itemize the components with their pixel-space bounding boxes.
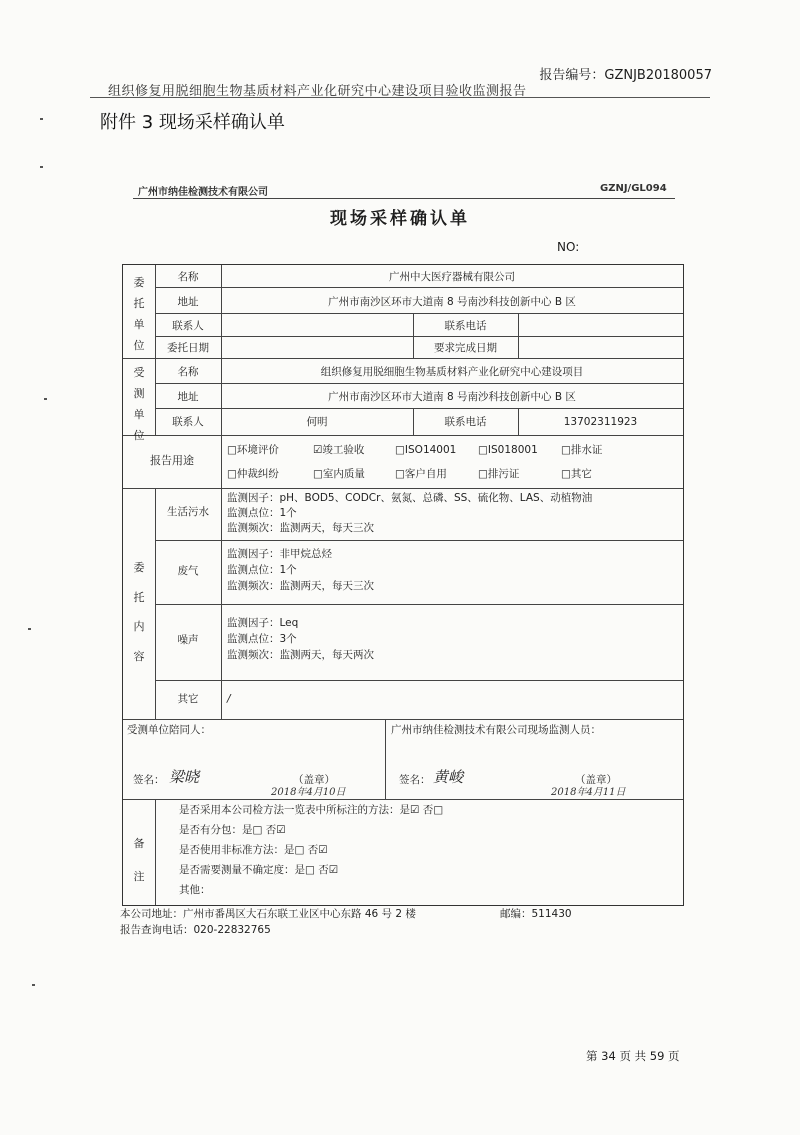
row-divider bbox=[155, 540, 683, 541]
client-section-label: 委托单位 bbox=[133, 276, 145, 352]
report-use-option: □环境评价 bbox=[227, 444, 279, 456]
row-divider bbox=[155, 680, 683, 681]
monitoring-staff-label: 广州市纳佳检测技术有限公司现场监测人员： bbox=[391, 724, 601, 736]
row-divider bbox=[155, 313, 683, 314]
tested-address-value: 广州市南沙区环市大道南 8 号南沙科技创新中心 B 区 bbox=[328, 391, 576, 403]
report-inquiry-phone: 报告查询电话：020-22832765 bbox=[120, 924, 271, 936]
item-other-label: 其它 bbox=[177, 693, 199, 705]
row-divider bbox=[123, 488, 683, 489]
company-postcode: 邮编：511430 bbox=[500, 908, 572, 920]
client-phone-label: 联系电话 bbox=[444, 320, 487, 332]
tested-phone-label: 联系电话 bbox=[444, 416, 487, 428]
item-wastewater-points: 监测点位：1个 bbox=[227, 507, 297, 519]
left-seal-label: （盖章） bbox=[293, 774, 335, 786]
tested-contact-label: 联系人 bbox=[172, 416, 204, 428]
client-due-label: 要求完成日期 bbox=[434, 342, 497, 354]
project-title: 组织修复用脱细胞生物基质材料产业化研究中心建设项目验收监测报告 bbox=[108, 84, 527, 99]
item-noise-points: 监测点位：3个 bbox=[227, 633, 297, 645]
company-address: 本公司地址：广州市番禺区大石东联工业区中心东路 46 号 2 楼 bbox=[120, 908, 416, 920]
right-sign-label: 签名： bbox=[399, 774, 431, 786]
column-divider bbox=[385, 719, 386, 799]
column-divider bbox=[518, 313, 519, 358]
item-wastewater-factors: 监测因子：pH、BOD5、CODCr、氨氮、总磷、SS、硫化物、LAS、动植物油 bbox=[227, 492, 593, 504]
item-exhaust-label: 废气 bbox=[177, 565, 199, 577]
form-number-label: NO: bbox=[557, 240, 580, 254]
item-noise-label: 噪声 bbox=[177, 634, 199, 646]
report-use-option: □ISO14001 bbox=[395, 444, 457, 456]
right-signature: 黄峻 bbox=[433, 768, 464, 786]
left-signature: 梁晓 bbox=[169, 768, 200, 786]
client-address-label: 地址 bbox=[177, 296, 199, 308]
report-use-option: □排水证 bbox=[561, 444, 603, 456]
report-number: 报告编号：GZNJB20180057 bbox=[539, 68, 712, 83]
commission-section-label: 委托内容 bbox=[133, 561, 145, 664]
row-divider bbox=[123, 435, 683, 436]
column-divider bbox=[221, 488, 222, 719]
client-name-label: 名称 bbox=[177, 271, 199, 283]
sampling-form-table bbox=[122, 264, 684, 906]
tested-contact-value: 何明 bbox=[306, 416, 328, 428]
item-exhaust-points: 监测点位：1个 bbox=[227, 564, 297, 576]
report-use-option: ☑竣工验收 bbox=[313, 444, 365, 456]
item-exhaust-factors: 监测因子：非甲烷总烃 bbox=[227, 548, 332, 560]
row-divider bbox=[123, 358, 683, 359]
report-use-option: □排污证 bbox=[478, 468, 520, 480]
tested-name-label: 名称 bbox=[177, 366, 199, 378]
attachment-title: 附件 3 现场采样确认单 bbox=[100, 112, 285, 133]
form-title: 现场采样确认单 bbox=[330, 209, 470, 229]
remark-other: 其他： bbox=[179, 884, 211, 896]
issuing-company: 广州市纳佳检测技术有限公司 bbox=[138, 187, 268, 198]
row-divider bbox=[155, 336, 683, 337]
report-use-option: □IS018001 bbox=[478, 444, 538, 456]
header-divider bbox=[90, 97, 710, 98]
remark-method-question: 是否采用本公司检方法一览表中所标注的方法：是☑ 否□ bbox=[179, 804, 444, 816]
scan-speck bbox=[28, 628, 31, 630]
row-divider bbox=[155, 604, 683, 605]
tested-unit-escort-label: 受测单位陪同人： bbox=[127, 724, 211, 736]
left-sign-label: 签名： bbox=[133, 774, 165, 786]
item-exhaust-frequency: 监测频次：监测两天，每天三次 bbox=[227, 580, 374, 592]
form-top-divider bbox=[133, 198, 675, 199]
row-divider bbox=[155, 383, 683, 384]
remarks-section-label: 备注 bbox=[133, 837, 145, 883]
right-seal-label: （盖章） bbox=[575, 774, 617, 786]
right-date: 2018年4月11日 bbox=[551, 787, 626, 798]
item-other-factors: / bbox=[227, 693, 231, 705]
client-name-value: 广州中大医疗器械有限公司 bbox=[389, 271, 515, 283]
row-divider bbox=[155, 408, 683, 409]
form-code: GZNJ/GL094 bbox=[600, 183, 667, 194]
report-use-option: □仲裁纠纷 bbox=[227, 468, 279, 480]
client-address-value: 广州市南沙区环市大道南 8 号南沙科技创新中心 B 区 bbox=[328, 296, 576, 308]
item-wastewater-label: 生活污水 bbox=[167, 506, 209, 518]
row-divider bbox=[155, 287, 683, 288]
column-divider bbox=[155, 799, 156, 905]
row-divider bbox=[123, 719, 683, 720]
left-date: 2018年4月10日 bbox=[271, 787, 346, 798]
tested-address-label: 地址 bbox=[177, 391, 199, 403]
scan-speck bbox=[44, 398, 47, 400]
report-use-label: 报告用途 bbox=[150, 454, 194, 467]
client-contact-label: 联系人 bbox=[172, 320, 204, 332]
scan-speck bbox=[40, 118, 43, 120]
client-date-label: 委托日期 bbox=[167, 342, 209, 354]
remark-nonstandard-question: 是否使用非标准方法：是□ 否☑ bbox=[179, 844, 328, 856]
page-number: 第 34 页 共 59 页 bbox=[586, 1049, 680, 1063]
report-use-option: □客户自用 bbox=[395, 468, 447, 480]
tested-phone-value: 13702311923 bbox=[563, 416, 638, 428]
report-use-option: □室内质量 bbox=[313, 468, 365, 480]
item-noise-frequency: 监测频次：监测两天，每天两次 bbox=[227, 649, 374, 661]
column-divider bbox=[155, 488, 156, 719]
item-wastewater-frequency: 监测频次：监测两天，每天三次 bbox=[227, 522, 374, 534]
tested-name-value: 组织修复用脱细胞生物基质材料产业化研究中心建设项目 bbox=[320, 366, 584, 378]
remark-uncertainty-question: 是否需要测量不确定度：是□ 否☑ bbox=[179, 864, 339, 876]
tested-section-label: 受测单位 bbox=[133, 366, 145, 442]
scan-speck bbox=[32, 984, 35, 986]
item-noise-factors: 监测因子：Leq bbox=[227, 617, 299, 629]
remark-subcontract-question: 是否有分包：是□ 否☑ bbox=[179, 824, 286, 836]
report-use-option: □其它 bbox=[561, 468, 592, 480]
scan-speck bbox=[40, 166, 43, 168]
